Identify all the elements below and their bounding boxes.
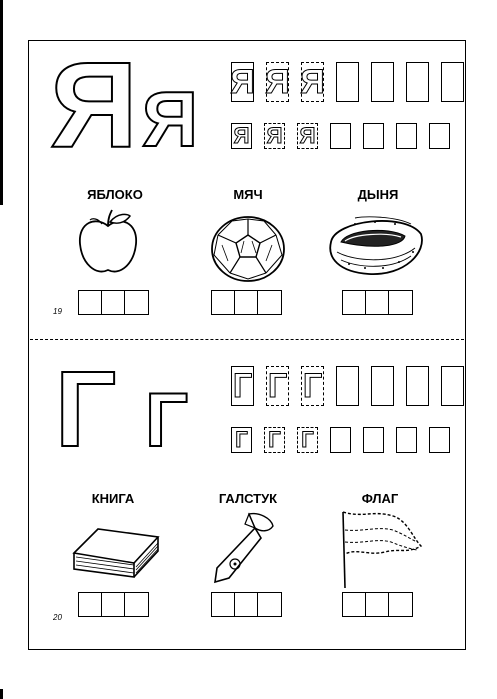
answer-box[interactable] (258, 593, 281, 616)
cut-line (30, 339, 464, 340)
trace-cell[interactable] (429, 427, 450, 453)
trace-cell[interactable] (406, 366, 429, 406)
trace-cell[interactable] (297, 123, 318, 149)
word-book: КНИГА (91, 491, 135, 506)
tracing-row-small-g (231, 427, 450, 453)
trace-guide: Я (299, 123, 316, 148)
answer-boxes-book (78, 592, 149, 617)
word-apple: ЯБЛОКО (87, 187, 143, 202)
trace-cell[interactable] (330, 427, 351, 453)
answer-box[interactable] (235, 593, 258, 616)
word-tie: ГАЛСТУК (218, 491, 278, 506)
answer-box[interactable] (366, 593, 389, 616)
trace-cell[interactable] (406, 62, 429, 102)
letter-ya-small: Я (142, 75, 199, 163)
answer-box[interactable] (125, 593, 148, 616)
answer-boxes-flag (342, 592, 413, 617)
answer-box[interactable] (125, 291, 148, 314)
trace-cell[interactable] (231, 427, 252, 453)
answer-box[interactable] (389, 593, 412, 616)
letter-ya-big: Я (50, 37, 138, 173)
answer-box[interactable] (343, 593, 366, 616)
bottom-edge-mark (0, 689, 3, 699)
trace-guide: Я (230, 62, 255, 101)
trace-cell[interactable] (441, 366, 464, 406)
left-edge-bar (0, 0, 3, 205)
page-number-20: 20 (53, 613, 62, 622)
answer-box[interactable] (366, 291, 389, 314)
trace-cell[interactable] (231, 62, 254, 102)
trace-cell[interactable] (363, 427, 384, 453)
flag-icon (333, 508, 427, 590)
trace-cell[interactable] (264, 427, 285, 453)
trace-guide: Г (301, 427, 314, 452)
trace-cell[interactable] (371, 62, 394, 102)
answer-box[interactable] (79, 291, 102, 314)
answer-box[interactable] (235, 291, 258, 314)
trace-cell[interactable] (297, 427, 318, 453)
trace-guide: Я (300, 62, 325, 101)
answer-boxes-ball (211, 290, 282, 315)
tie-icon (205, 510, 283, 586)
trace-cell[interactable] (396, 123, 417, 149)
trace-cell[interactable] (301, 62, 324, 102)
answer-boxes-apple (78, 290, 149, 315)
word-flag: ФЛАГ (361, 491, 399, 506)
melon-icon (325, 212, 427, 280)
trace-guide: Г (267, 366, 288, 405)
tracing-row-large-g (231, 366, 464, 406)
apple-icon (74, 208, 142, 278)
word-melon: ДЫНЯ (357, 187, 399, 202)
answer-box[interactable] (212, 291, 235, 314)
trace-guide: Г (235, 427, 248, 452)
trace-cell[interactable] (264, 123, 285, 149)
trace-guide: Г (232, 366, 253, 405)
trace-cell[interactable] (231, 123, 252, 149)
trace-cell[interactable] (336, 62, 359, 102)
ball-icon (208, 215, 288, 283)
answer-box[interactable] (258, 291, 281, 314)
answer-box[interactable] (102, 593, 125, 616)
page-number-19: 19 (53, 307, 62, 316)
trace-cell[interactable] (429, 123, 450, 149)
trace-cell[interactable] (231, 366, 254, 406)
trace-guide: Я (266, 123, 283, 148)
book-icon (70, 523, 162, 579)
trace-cell[interactable] (266, 62, 289, 102)
tracing-row-large-ya (231, 62, 464, 102)
trace-cell[interactable] (266, 366, 289, 406)
answer-box[interactable] (212, 593, 235, 616)
answer-box[interactable] (343, 291, 366, 314)
trace-guide: Г (268, 427, 281, 452)
trace-guide: Я (233, 123, 250, 148)
answer-box[interactable] (389, 291, 412, 314)
trace-cell[interactable] (363, 123, 384, 149)
trace-cell[interactable] (301, 366, 324, 406)
trace-guide: Я (265, 62, 290, 101)
letter-g-big: Г (55, 348, 117, 469)
answer-boxes-melon (342, 290, 413, 315)
trace-cell[interactable] (336, 366, 359, 406)
answer-box[interactable] (79, 593, 102, 616)
trace-cell[interactable] (330, 123, 351, 149)
trace-cell[interactable] (396, 427, 417, 453)
trace-guide: Г (302, 366, 323, 405)
letter-g-small: Г (145, 378, 189, 463)
word-ball: МЯЧ (233, 187, 263, 202)
trace-cell[interactable] (371, 366, 394, 406)
trace-cell[interactable] (441, 62, 464, 102)
tracing-row-small-ya (231, 123, 450, 149)
answer-box[interactable] (102, 291, 125, 314)
answer-boxes-tie (211, 592, 282, 617)
